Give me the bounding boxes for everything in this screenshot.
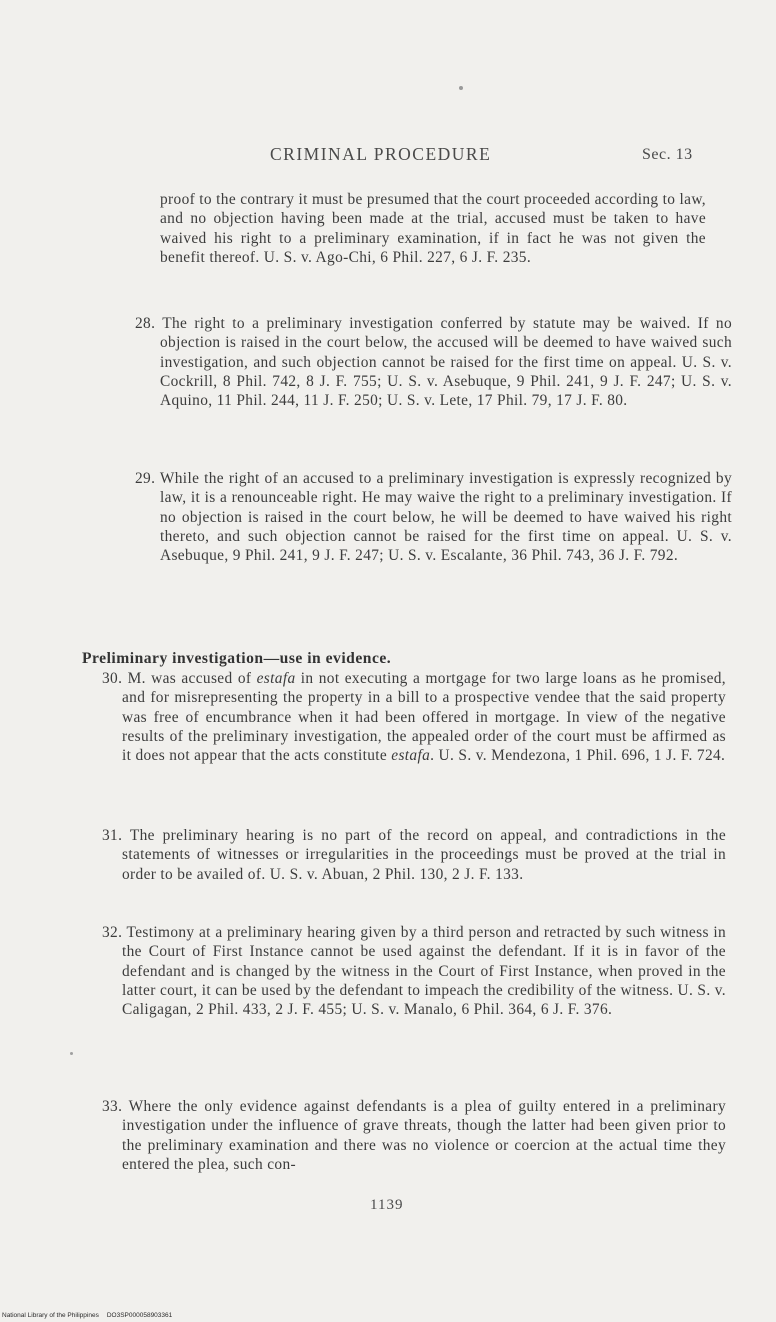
paragraph-text: The preliminary hearing is no part of the record on appeal, and contradictions in the statements of witnesses or irregularities in the proceedings must be proved at the trial in order to be availed of. U. S. v. Abuan, 2 Phil. 130, 2 J. F. 133. — [122, 827, 727, 883]
scan-footer — [2, 1312, 172, 1319]
paragraph-citation: . U. S. v. Mendezona, 1 Phil. 696, 1 J. F. 724. — [430, 747, 726, 765]
paragraph-31 — [102, 826, 726, 884]
paragraph-33 — [102, 1097, 726, 1174]
library-name: National Library of the Philippines — [2, 1312, 99, 1319]
ink-dot — [459, 86, 463, 90]
paragraph-text: Testimony at a preliminary hearing given by a third person and retracted by such witness in the Court of First Instance cannot be used against the defendant. If it is in favor of the defendant and is changed by the witness in the Court of First Instance, when proved in the latter court, it can be used by the defendant to impeach the credibility of the witness. U. S. v. Caligagan, 2 Phil. 433, 2 J. F. 455; U. S. v. Manalo, 6 Phil. 364, 6 J. F. 376. — [122, 924, 726, 1019]
paragraph-number: 32. — [102, 924, 123, 941]
paragraph-28 — [135, 314, 732, 411]
scan-code: DO3SP000058903361 — [106, 1312, 173, 1319]
paragraph-29 — [135, 469, 732, 566]
paragraph-32 — [102, 923, 726, 1020]
paragraph-30 — [102, 669, 726, 766]
running-header — [0, 144, 776, 168]
margin-mark — [70, 1052, 73, 1055]
italic-term: estafa — [391, 747, 431, 765]
paragraph-number: 29. — [135, 470, 156, 487]
header-title: CRIMINAL PROCEDURE — [270, 144, 492, 164]
paragraph-text-start: M. was accused of — [127, 670, 257, 687]
continued-paragraph: proof to the contrary it must be presumed that the court proceeded according to law, and no objection having been made at the trial, accused must be taken to have waived his right to a preliminary examination, if in fact he was not given the benefit thereof. U. S. v. Ago-Chi, 6 Phil. 227, 6 J. F. 235. — [160, 191, 706, 267]
section-heading: Preliminary investigation—use in evidence. — [82, 650, 392, 667]
paragraph-text: While the right of an accused to a preliminary investigation is expressly recognized by law, it is a renounceable right. He may waive the right to a preliminary investigation. If no objection is raised in the court below, he will be deemed to have waived his right thereto, and such objection cannot be raised for the first time on appeal. U. S. v. Asebuque, 9 Phil. 241, 9 J. F. 247; U. S. v. Escalante, 36 Phil. 743, 36 J. F. 792. — [159, 470, 732, 565]
paragraph-number: 30. — [102, 670, 123, 687]
paragraph-number: 31. — [102, 827, 123, 844]
paragraph-text-middle: in not executing a mortgage for two large loans as he promised, and for misrepresenting the property in a bill to a prospective vendee that the said property was free of encumbrance when it had been offered in mortgage. In view of the negative results of the preliminary investigation, the appealed order of the court must be affirmed as it does not appear that the acts constitute — [122, 670, 726, 765]
italic-term: estafa — [256, 670, 296, 687]
paragraph-text: The right to a preliminary investigation conferred by statute may be waived. If no objection is raised in the court below, the accused will be deemed to have waived such investigation, and such objection cannot be raised for the first time on appeal. U. S. v. Cockrill, 8 Phil. 742, 8 J. F. 755; U. S. v. Asebuque, 9 Phil. 241, 9 J. F. 247; U. S. v. Aquino, 11 Phil. 244, 11 J. F. 250; U. S. v. Lete, 17 Phil. 79, 17 J. F. 80. — [160, 315, 732, 410]
header-section: Sec. 13 — [642, 146, 693, 163]
paragraph-number: 33. — [102, 1098, 123, 1115]
page-number: 1139 — [370, 1197, 404, 1213]
paragraph-number: 28. — [135, 315, 156, 332]
paragraph-text: Where the only evidence against defendants is a plea of guilty entered in a preliminary investigation under the influence of grave threats, though the latter had been given prior to the preliminary examination and there was no violence or coercion at the actual time they entered the plea, such con- — [122, 1098, 726, 1174]
